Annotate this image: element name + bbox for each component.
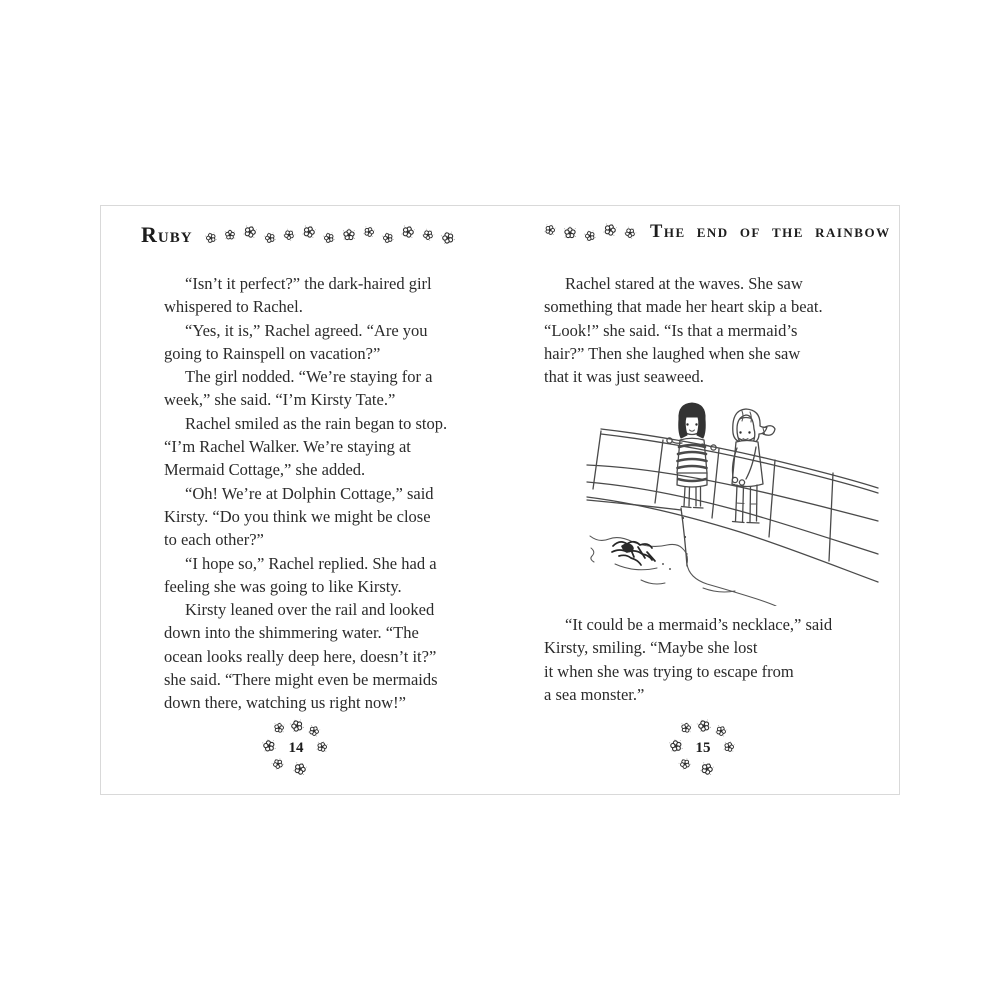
flower-ornament-icon xyxy=(270,756,286,772)
flower-ornament-icon xyxy=(280,227,297,244)
text-line: it when she was trying to escape from xyxy=(544,661,794,681)
chapter-title: The end of the rainbow xyxy=(650,222,891,242)
text-line: week,” she said. “I’m Kirsty Tate.” xyxy=(164,390,396,410)
right-page-text-top xyxy=(544,272,878,388)
page-number-label: 15 xyxy=(695,740,711,756)
paragraph xyxy=(544,613,878,706)
text-line: Kirsty leaned over the rail and looked xyxy=(185,600,435,620)
left-page-text xyxy=(164,272,480,715)
flower-ornament-icon xyxy=(698,760,717,779)
text-line: feeling she was going to like Kirsty. xyxy=(164,576,402,596)
text-line: “It could be a mermaid’s necklace,” said xyxy=(565,615,833,634)
flower-ornament-icon xyxy=(398,223,416,241)
flower-ornament-icon xyxy=(601,220,619,238)
flower-ornament-icon xyxy=(288,717,306,735)
flower-ornament-icon xyxy=(439,229,457,247)
paragraph xyxy=(164,365,480,412)
flower-ornament-row xyxy=(544,226,636,240)
text-line: to each other?” xyxy=(164,530,264,550)
page-number-15 xyxy=(668,722,738,780)
flower-ornament-icon xyxy=(713,723,729,739)
text-line: Rachel smiled as the rain began to stop. xyxy=(185,413,448,433)
flower-ornament-icon xyxy=(419,227,436,244)
paragraph xyxy=(544,272,878,388)
text-line: going to Rainspell on vacation?” xyxy=(164,343,381,363)
text-line: she said. “There might even be mermaids xyxy=(164,670,438,690)
flower-ornament-icon xyxy=(563,226,577,240)
text-line: The girl nodded. “We’re staying for a xyxy=(185,367,433,387)
girl-kirsty-sketch xyxy=(667,403,716,508)
text-line: down into the shimmering water. “The xyxy=(164,623,419,643)
paragraph xyxy=(164,552,480,599)
right-page xyxy=(500,206,899,794)
flower-ornament-icon xyxy=(272,721,286,735)
text-line: Mermaid Cottage,” she added. xyxy=(164,460,366,480)
text-line: Kirsty, smiling. “Maybe she lost xyxy=(544,638,758,658)
flower-ornament-icon xyxy=(224,229,236,241)
flower-ornament-icon xyxy=(299,223,317,241)
text-line: “Yes, it is,” Rachel agreed. “Are you xyxy=(185,320,428,340)
text-line: “Look!” she said. “Is that a mermaid’s xyxy=(544,320,798,340)
flower-ornament-icon xyxy=(677,756,693,772)
page-number-label: 14 xyxy=(288,740,304,756)
flower-ornament-icon xyxy=(361,224,377,240)
paragraph xyxy=(164,272,480,319)
right-page-text-bottom xyxy=(544,613,878,706)
text-line: “Isn’t it perfect?” the dark-haired girl xyxy=(185,274,432,293)
text-line: Kirsty. “Do you think we might be close xyxy=(164,506,431,526)
text-line: ocean looks really deep here, doesn’t it?” xyxy=(164,646,437,666)
illustration-girls-at-railing xyxy=(584,396,881,606)
flower-ornament-icon xyxy=(582,228,597,243)
text-line: a sea monster.” xyxy=(544,684,645,704)
text-line: down there, watching us right now!” xyxy=(164,693,406,713)
girl-rachel-sketch xyxy=(732,409,775,523)
paragraph xyxy=(164,412,480,482)
flower-ornament-icon xyxy=(306,723,322,739)
flower-ornament-icon xyxy=(622,224,639,241)
page-number-14 xyxy=(261,722,331,780)
text-line: something that made her heart skip a beat. xyxy=(544,297,823,317)
text-line: whispered to Rachel. xyxy=(164,297,303,317)
flower-ornament-icon xyxy=(262,230,277,245)
text-line: “I’m Rachel Walker. We’re staying at xyxy=(164,437,411,457)
text-line: that it was just seaweed. xyxy=(544,367,704,387)
flower-ornament-icon xyxy=(679,721,693,735)
flower-ornament-icon xyxy=(542,222,558,238)
flower-ornament-icon xyxy=(291,760,310,779)
paragraph xyxy=(164,482,480,552)
book-spread xyxy=(100,205,900,795)
text-line: hair?” Then she laughed when she saw xyxy=(544,343,801,363)
flower-ornament-icon xyxy=(695,717,713,735)
left-page-header xyxy=(141,222,481,248)
text-line: “Oh! We’re at Dolphin Cottage,” said xyxy=(185,483,434,503)
flower-ornament-icon xyxy=(321,230,336,245)
flower-ornament-row xyxy=(205,228,455,242)
flower-ornament-icon xyxy=(380,230,395,245)
text-line: “I hope so,” Rachel replied. She had a xyxy=(185,553,437,573)
text-line: Rachel stared at the waves. She saw xyxy=(565,274,803,293)
paragraph xyxy=(164,598,480,714)
flower-ornament-icon xyxy=(342,228,356,242)
flower-ornament-icon xyxy=(203,230,218,245)
left-page xyxy=(101,206,500,794)
paragraph xyxy=(164,319,480,366)
right-page-header xyxy=(544,222,891,243)
running-head-ruby: Ruby xyxy=(141,222,193,247)
flower-ornament-icon xyxy=(240,223,258,241)
